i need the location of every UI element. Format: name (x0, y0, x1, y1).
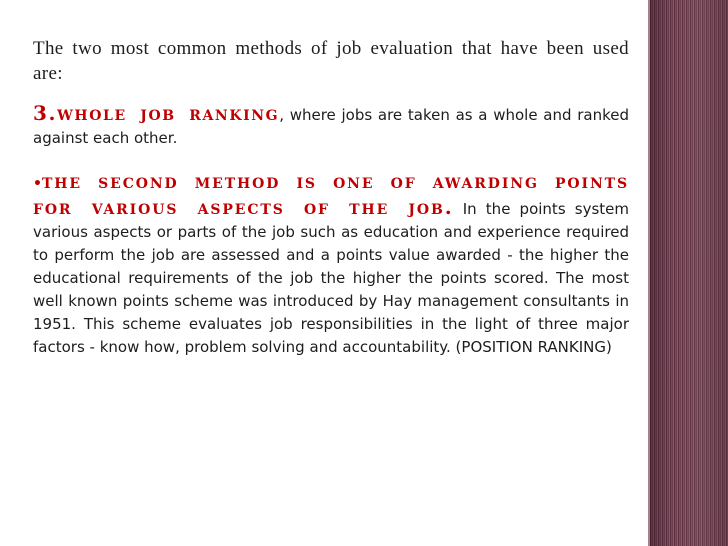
intro-text: The two most common methods of job evaluation that have been used are: (33, 38, 629, 84)
heading-points-method: the second method is one of awarding points for various aspects of the job. (33, 169, 629, 219)
decorative-side-band (650, 0, 728, 546)
paragraph-whole-job-ranking (33, 102, 629, 150)
slide-content (33, 36, 629, 359)
band-shading (650, 0, 728, 546)
heading-whole-job-ranking: 3.whole job ranking (33, 101, 280, 125)
paragraph-points-method (33, 170, 629, 359)
bullet-icon: • (33, 176, 42, 192)
points-method-text: In the points system various aspects or parts of the job such as education and experience required to perform the job are assessed and a points value awarded - the higher the educational requirements of the job the higher the points scored. The most well known points scheme was introduced by Hay management consultants in 1951. This scheme evaluates job responsibilities in the light of three major factors - know how, problem solving and accountability. (POSITION RANKING) (33, 200, 629, 356)
whole-job-ranking-text: , where jobs are taken as a whole and ranked against each other. (33, 106, 630, 147)
